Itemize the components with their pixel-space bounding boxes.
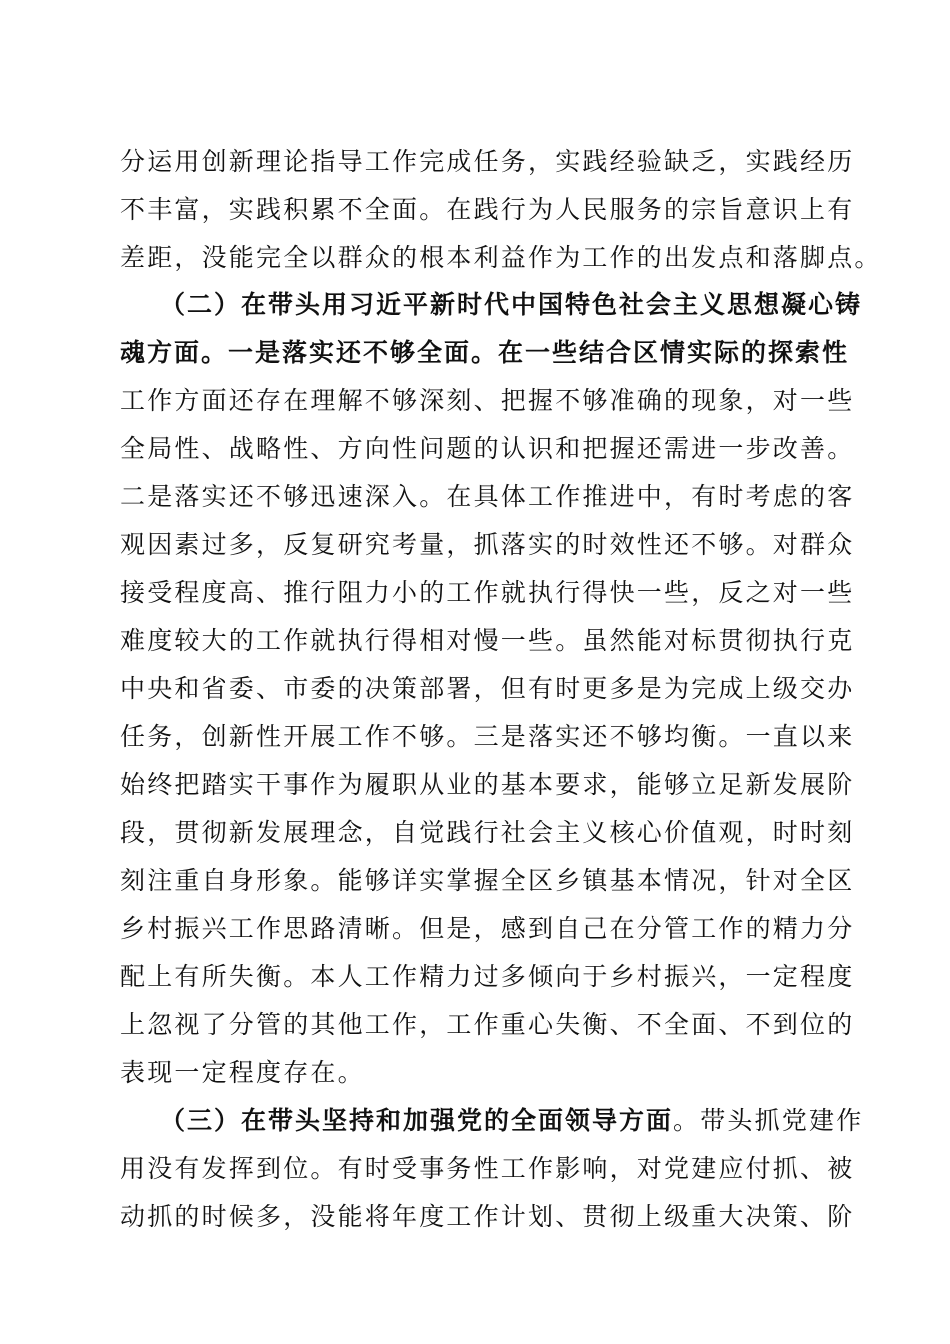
text-line: 始终把踏实干事作为履职从业的基本要求，能够立足新发展阶 (120, 770, 855, 799)
text-line: 接受程度高、推行阻力小的工作就执行得快一些，反之对一些 (120, 578, 855, 607)
text-line: 工作方面还存在理解不够深刻、把握不够准确的现象，对一些 (120, 386, 855, 415)
text-line: 分运用创新理论指导工作完成任务，实践经验缺乏，实践经历 (120, 147, 855, 176)
text-line: 难度较大的工作就执行得相对慢一些。虽然能对标贯彻执行克 (120, 626, 855, 655)
section-heading-3 (160, 1102, 863, 1140)
text-line: 乡村振兴工作思路清晰。但是，感到自己在分管工作的精力分 (120, 914, 855, 943)
text-line: 配上有所失衡。本人工作精力过多倾向于乡村振兴，一定程度 (120, 962, 855, 991)
text-line: 任务，创新性开展工作不够。三是落实还不够均衡。一直以来 (120, 722, 855, 751)
section-heading-2: （二）在带头用习近平新时代中国特色社会主义思想凝心铸 (160, 290, 863, 319)
text-line: 中央和省委、市委的决策部署，但有时更多是为完成上级交办 (120, 674, 855, 703)
text-line: 动抓的时候多，没能将年度工作计划、贯彻上级重大决策、阶 (120, 1202, 855, 1231)
text-line: 用没有发挥到位。有时受事务性工作影响，对党建应付抓、被 (120, 1154, 855, 1183)
text-line: 全局性、战略性、方向性问题的认识和把握还需进一步改善。 (120, 434, 855, 463)
text-line: 观因素过多，反复研究考量，抓落实的时效性还不够。对群众 (120, 530, 855, 559)
section-heading-3-title: （三）在带头坚持和加强党的全面领导方面 (160, 1106, 674, 1135)
text-line: 段，贯彻新发展理念，自觉践行社会主义核心价值观，时时刻 (120, 818, 855, 847)
text-line: 魂方面。一是落实还不够全面。在一些结合区情实际的探索性 (120, 338, 850, 367)
section-heading-3-text: 。带头抓党建作 (673, 1106, 864, 1135)
text-line: 刻注重自身形象。能够详实掌握全区乡镇基本情况，针对全区 (120, 866, 855, 895)
text-line: 不丰富，实践积累不全面。在践行为人民服务的宗旨意识上有 (120, 195, 855, 224)
text-line: 表现一定程度存在。 (120, 1058, 365, 1087)
text-line: 差距，没能完全以群众的根本利益作为工作的出发点和落脚点。 (120, 243, 882, 272)
text-line: 上忽视了分管的其他工作，工作重心失衡、不全面、不到位的 (120, 1010, 855, 1039)
text-line: 二是落实还不够迅速深入。在具体工作推进中，有时考虑的客 (120, 482, 855, 511)
